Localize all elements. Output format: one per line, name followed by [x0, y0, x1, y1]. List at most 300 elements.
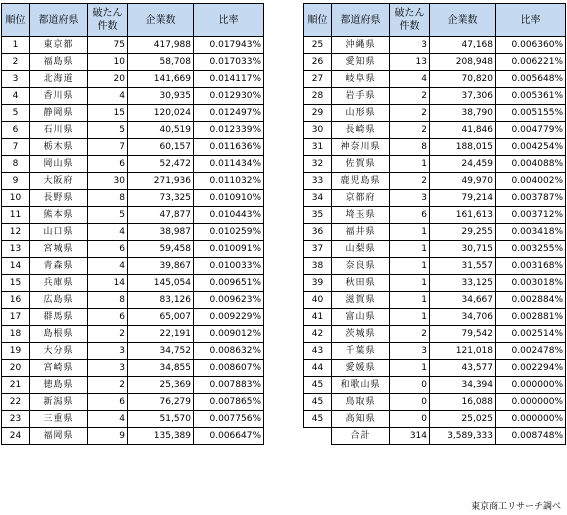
- table-row: [2, 241, 264, 258]
- total-label: 合計: [332, 428, 390, 445]
- total-ratio: 0.008748%: [496, 428, 566, 445]
- rank-cell: 24: [2, 428, 30, 445]
- rank-cell: 45: [304, 411, 332, 428]
- prefecture-cell: 宮崎県: [30, 360, 88, 377]
- prefecture-cell: 神奈川県: [332, 139, 390, 156]
- bankruptcy-count-cell: 2: [390, 88, 430, 105]
- table-row: [304, 190, 566, 207]
- table-row: [2, 411, 264, 428]
- rank-cell: 3: [2, 71, 30, 88]
- bankruptcy-count-cell: 8: [88, 190, 128, 207]
- bankruptcy-count-cell: 5: [88, 122, 128, 139]
- ratio-cell: 0.007756%: [194, 411, 264, 428]
- prefecture-cell: 埼玉県: [332, 207, 390, 224]
- rank-cell: 10: [2, 190, 30, 207]
- table-row: [304, 105, 566, 122]
- prefecture-cell: 福島県: [30, 54, 88, 71]
- bankruptcy-count-cell: 2: [88, 377, 128, 394]
- companies-cell: 24,459: [430, 156, 496, 173]
- ratio-cell: 0.008632%: [194, 343, 264, 360]
- ratio-cell: 0.012930%: [194, 88, 264, 105]
- ratio-cell: 0.009623%: [194, 292, 264, 309]
- companies-cell: 79,214: [430, 190, 496, 207]
- table-row: [2, 88, 264, 105]
- companies-cell: 52,472: [128, 156, 194, 173]
- companies-cell: 208,948: [430, 54, 496, 71]
- companies-cell: 145,054: [128, 275, 194, 292]
- companies-cell: 25,025: [430, 411, 496, 428]
- bankruptcy-count-cell: 4: [88, 258, 128, 275]
- table-row: [2, 394, 264, 411]
- prefecture-cell: 長崎県: [332, 122, 390, 139]
- prefecture-cell: 岡山県: [30, 156, 88, 173]
- companies-cell: 70,820: [430, 71, 496, 88]
- rank-cell: 44: [304, 360, 332, 377]
- rank-cell: 29: [304, 105, 332, 122]
- companies-cell: 16,088: [430, 394, 496, 411]
- total-companies: 3,589,333: [430, 428, 496, 445]
- bankruptcy-header-line1: 破たん: [394, 8, 425, 19]
- prefecture-cell: 鹿児島県: [332, 173, 390, 190]
- table-row: [304, 88, 566, 105]
- ratio-cell: 0.011434%: [194, 156, 264, 173]
- rank-cell: 34: [304, 190, 332, 207]
- ratio-cell: 0.004779%: [496, 122, 566, 139]
- table-row: [2, 343, 264, 360]
- prefecture-cell: 愛知県: [332, 54, 390, 71]
- table-row: [304, 275, 566, 292]
- prefecture-cell: 奈良県: [332, 258, 390, 275]
- bankruptcy-count-cell: 1: [390, 292, 430, 309]
- bankruptcy-count-cell: 0: [390, 394, 430, 411]
- ratio-cell: 0.010259%: [194, 224, 264, 241]
- bankruptcy-count-cell: 4: [88, 411, 128, 428]
- companies-cell: 47,168: [430, 37, 496, 54]
- companies-cell: 31,557: [430, 258, 496, 275]
- prefecture-cell: 秋田県: [332, 275, 390, 292]
- prefecture-header: 都道府県: [332, 4, 390, 37]
- table-body-right: [304, 37, 566, 428]
- source-note: 東京商工リサーチ調べ: [471, 502, 561, 512]
- companies-cell: 73,325: [128, 190, 194, 207]
- ratio-cell: 0.010443%: [194, 207, 264, 224]
- companies-cell: 33,125: [430, 275, 496, 292]
- table-row: [304, 224, 566, 241]
- prefecture-cell: 北海道: [30, 71, 88, 88]
- table-row: [304, 343, 566, 360]
- bankruptcy-header-line2: 件数: [399, 21, 420, 32]
- table-row: [2, 224, 264, 241]
- companies-cell: 34,752: [128, 343, 194, 360]
- bankruptcy-count-cell: 15: [88, 105, 128, 122]
- prefecture-cell: 島根県: [30, 326, 88, 343]
- rank-cell: 31: [304, 139, 332, 156]
- prefecture-cell: 群馬県: [30, 309, 88, 326]
- prefecture-cell: 福井県: [332, 224, 390, 241]
- table-row: [2, 275, 264, 292]
- companies-cell: 43,577: [430, 360, 496, 377]
- companies-cell: 30,715: [430, 241, 496, 258]
- companies-cell: 22,191: [128, 326, 194, 343]
- companies-cell: 58,708: [128, 54, 194, 71]
- companies-cell: 417,988: [128, 37, 194, 54]
- bankruptcy-count-cell: 3: [390, 343, 430, 360]
- ratio-cell: 0.002478%: [496, 343, 566, 360]
- rank-cell: 26: [304, 54, 332, 71]
- bankruptcy-count-cell: 4: [88, 88, 128, 105]
- prefecture-cell: 山梨県: [332, 241, 390, 258]
- rank-cell: 2: [2, 54, 30, 71]
- ratio-cell: 0.011032%: [194, 173, 264, 190]
- bankruptcy-count-cell: 1: [390, 275, 430, 292]
- prefecture-cell: 岐阜県: [332, 71, 390, 88]
- companies-cell: 30,935: [128, 88, 194, 105]
- bankruptcy-header-line2: 件数: [97, 21, 118, 32]
- prefecture-cell: 滋賀県: [332, 292, 390, 309]
- companies-cell: 121,018: [430, 343, 496, 360]
- prefecture-cell: 沖縄県: [332, 37, 390, 54]
- companies-cell: 135,389: [128, 428, 194, 445]
- prefecture-cell: 岩手県: [332, 88, 390, 105]
- ranking-table-left: [1, 3, 264, 445]
- ratio-cell: 0.004002%: [496, 173, 566, 190]
- rank-cell: 40: [304, 292, 332, 309]
- prefecture-cell: 山形県: [332, 105, 390, 122]
- companies-cell: 188,015: [430, 139, 496, 156]
- table-row: [304, 207, 566, 224]
- bankruptcy-count-cell: 6: [88, 309, 128, 326]
- companies-cell: 51,570: [128, 411, 194, 428]
- prefecture-header: 都道府県: [30, 4, 88, 37]
- rank-cell: 4: [2, 88, 30, 105]
- companies-cell: 141,669: [128, 71, 194, 88]
- prefecture-cell: 大分県: [30, 343, 88, 360]
- table-row: [304, 156, 566, 173]
- rank-cell: 25: [304, 37, 332, 54]
- companies-header: 企業数: [430, 4, 496, 37]
- ratio-cell: 0.005648%: [496, 71, 566, 88]
- ratio-cell: 0.006360%: [496, 37, 566, 54]
- table-header-row: [2, 4, 264, 37]
- rank-cell: 36: [304, 224, 332, 241]
- ratio-cell: 0.012339%: [194, 122, 264, 139]
- companies-cell: 38,790: [430, 105, 496, 122]
- companies-cell: 79,542: [430, 326, 496, 343]
- companies-cell: 41,846: [430, 122, 496, 139]
- prefecture-cell: 静岡県: [30, 105, 88, 122]
- bankruptcy-count-cell: 20: [88, 71, 128, 88]
- table-row: [304, 37, 566, 54]
- table-row: [2, 377, 264, 394]
- total-count: 314: [390, 428, 430, 445]
- rank-cell: 20: [2, 360, 30, 377]
- companies-cell: 34,706: [430, 309, 496, 326]
- rank-cell: 43: [304, 343, 332, 360]
- table-row: [304, 54, 566, 71]
- prefecture-cell: 和歌山県: [332, 377, 390, 394]
- rank-cell: 42: [304, 326, 332, 343]
- ratio-cell: 0.009012%: [194, 326, 264, 343]
- ratio-cell: 0.003787%: [496, 190, 566, 207]
- ratio-cell: 0.011636%: [194, 139, 264, 156]
- rank-cell: 13: [2, 241, 30, 258]
- companies-cell: 49,970: [430, 173, 496, 190]
- bankruptcy-count-cell: 4: [390, 71, 430, 88]
- rank-cell: 38: [304, 258, 332, 275]
- table-row: [2, 428, 264, 445]
- bankruptcy-count-cell: 13: [390, 54, 430, 71]
- prefecture-cell: 鳥取県: [332, 394, 390, 411]
- bankruptcy-count-cell: 2: [390, 105, 430, 122]
- rank-cell: 17: [2, 309, 30, 326]
- rank-cell: 16: [2, 292, 30, 309]
- ratio-cell: 0.002884%: [496, 292, 566, 309]
- total-blank-cell: [304, 428, 332, 445]
- ratio-cell: 0.004088%: [496, 156, 566, 173]
- rank-cell: 15: [2, 275, 30, 292]
- bankruptcy-count-cell: 6: [390, 207, 430, 224]
- companies-cell: 34,667: [430, 292, 496, 309]
- rank-cell: 8: [2, 156, 30, 173]
- table-row: [304, 377, 566, 394]
- companies-header: 企業数: [128, 4, 194, 37]
- rank-cell: 6: [2, 122, 30, 139]
- ranking-table-right: [303, 3, 566, 445]
- table-row: [2, 156, 264, 173]
- prefecture-cell: 大阪府: [30, 173, 88, 190]
- table-row: [2, 207, 264, 224]
- table-row: [2, 139, 264, 156]
- rank-cell: 18: [2, 326, 30, 343]
- bankruptcy-count-cell: 75: [88, 37, 128, 54]
- rank-cell: 7: [2, 139, 30, 156]
- ratio-cell: 0.003418%: [496, 224, 566, 241]
- ratio-cell: 0.000000%: [496, 377, 566, 394]
- bankruptcy-count-cell: 3: [390, 37, 430, 54]
- prefecture-cell: 徳島県: [30, 377, 88, 394]
- companies-cell: 38,987: [128, 224, 194, 241]
- ratio-cell: 0.012497%: [194, 105, 264, 122]
- bankruptcy-count-cell: 5: [88, 207, 128, 224]
- companies-cell: 40,519: [128, 122, 194, 139]
- rank-cell: 5: [2, 105, 30, 122]
- table-row: [304, 326, 566, 343]
- bankruptcy-header-line1: 破たん: [92, 8, 123, 19]
- prefecture-cell: 千葉県: [332, 343, 390, 360]
- companies-cell: 34,394: [430, 377, 496, 394]
- table-row: [304, 139, 566, 156]
- bankruptcy-count-cell: 6: [88, 156, 128, 173]
- prefecture-cell: 栃木県: [30, 139, 88, 156]
- rank-cell: 1: [2, 37, 30, 54]
- prefecture-cell: 佐賀県: [332, 156, 390, 173]
- prefecture-cell: 長野県: [30, 190, 88, 207]
- bankruptcy-count-cell: 1: [390, 309, 430, 326]
- table-row: [2, 173, 264, 190]
- ratio-cell: 0.008607%: [194, 360, 264, 377]
- table-row: [304, 258, 566, 275]
- ratio-cell: 0.017033%: [194, 54, 264, 71]
- table-row: [304, 411, 566, 428]
- ratio-cell: 0.009651%: [194, 275, 264, 292]
- bankruptcy-count-cell: 10: [88, 54, 128, 71]
- prefecture-cell: 東京都: [30, 37, 88, 54]
- rank-cell: 21: [2, 377, 30, 394]
- ratio-cell: 0.002294%: [496, 360, 566, 377]
- table-row: [2, 292, 264, 309]
- rank-header: 順位: [2, 4, 30, 37]
- ratio-cell: 0.007865%: [194, 394, 264, 411]
- bankruptcy-count-cell: 1: [390, 241, 430, 258]
- bankruptcy-count-cell: 14: [88, 275, 128, 292]
- table-row: [304, 71, 566, 88]
- rank-cell: 23: [2, 411, 30, 428]
- companies-cell: 37,306: [430, 88, 496, 105]
- prefecture-cell: 広島県: [30, 292, 88, 309]
- companies-cell: 83,126: [128, 292, 194, 309]
- companies-cell: 59,458: [128, 241, 194, 258]
- ratio-header: 比率: [194, 4, 264, 37]
- ratio-cell: 0.002514%: [496, 326, 566, 343]
- ratio-cell: 0.014117%: [194, 71, 264, 88]
- table-row: [304, 241, 566, 258]
- bankruptcy-count-cell: 6: [88, 241, 128, 258]
- prefecture-cell: 石川県: [30, 122, 88, 139]
- table-row: [2, 105, 264, 122]
- ratio-cell: 0.006221%: [496, 54, 566, 71]
- bankruptcy-count-cell: 4: [88, 224, 128, 241]
- companies-cell: 39,867: [128, 258, 194, 275]
- ratio-cell: 0.000000%: [496, 394, 566, 411]
- prefecture-cell: 京都府: [332, 190, 390, 207]
- ratio-cell: 0.005155%: [496, 105, 566, 122]
- prefecture-cell: 愛媛県: [332, 360, 390, 377]
- table-header-row: [304, 4, 566, 37]
- table-row: [2, 360, 264, 377]
- companies-cell: 65,007: [128, 309, 194, 326]
- companies-cell: 76,279: [128, 394, 194, 411]
- bankruptcy-count-header: [88, 4, 128, 37]
- ratio-cell: 0.003255%: [496, 241, 566, 258]
- ratio-cell: 0.003018%: [496, 275, 566, 292]
- bankruptcy-count-cell: 2: [390, 173, 430, 190]
- rank-cell: 33: [304, 173, 332, 190]
- bankruptcy-count-cell: 6: [88, 394, 128, 411]
- rank-cell: 28: [304, 88, 332, 105]
- prefecture-cell: 富山県: [332, 309, 390, 326]
- prefecture-cell: 三重県: [30, 411, 88, 428]
- bankruptcy-count-cell: 7: [88, 139, 128, 156]
- bankruptcy-count-cell: 3: [88, 343, 128, 360]
- bankruptcy-count-cell: 1: [390, 360, 430, 377]
- rank-cell: 27: [304, 71, 332, 88]
- prefecture-cell: 新潟県: [30, 394, 88, 411]
- ratio-cell: 0.004254%: [496, 139, 566, 156]
- rank-header: 順位: [304, 4, 332, 37]
- ratio-cell: 0.010091%: [194, 241, 264, 258]
- prefecture-cell: 宮城県: [30, 241, 88, 258]
- prefecture-cell: 熊本県: [30, 207, 88, 224]
- table-row: [2, 37, 264, 54]
- bankruptcy-count-header: [390, 4, 430, 37]
- table-row: [304, 292, 566, 309]
- prefecture-cell: 高知県: [332, 411, 390, 428]
- companies-cell: 120,024: [128, 105, 194, 122]
- rank-cell: 14: [2, 258, 30, 275]
- ratio-cell: 0.009229%: [194, 309, 264, 326]
- companies-cell: 34,855: [128, 360, 194, 377]
- rank-cell: 41: [304, 309, 332, 326]
- bankruptcy-count-cell: 8: [390, 139, 430, 156]
- ratio-cell: 0.010910%: [194, 190, 264, 207]
- table-row: [2, 71, 264, 88]
- bankruptcy-count-cell: 1: [390, 224, 430, 241]
- bankruptcy-count-cell: 1: [390, 156, 430, 173]
- ratio-cell: 0.003168%: [496, 258, 566, 275]
- bankruptcy-count-cell: 2: [390, 122, 430, 139]
- table-row: [304, 173, 566, 190]
- ratio-cell: 0.003712%: [496, 207, 566, 224]
- bankruptcy-count-cell: 9: [88, 428, 128, 445]
- table-row: [2, 258, 264, 275]
- bankruptcy-count-cell: 1: [390, 258, 430, 275]
- rank-cell: 9: [2, 173, 30, 190]
- bankruptcy-count-cell: 2: [390, 326, 430, 343]
- rank-cell: 32: [304, 156, 332, 173]
- ratio-cell: 0.000000%: [496, 411, 566, 428]
- ratio-cell: 0.006647%: [194, 428, 264, 445]
- ratio-cell: 0.010033%: [194, 258, 264, 275]
- companies-cell: 161,613: [430, 207, 496, 224]
- table-row: [2, 54, 264, 71]
- total-row: [304, 428, 566, 445]
- bankruptcy-count-cell: 30: [88, 173, 128, 190]
- rank-cell: 45: [304, 394, 332, 411]
- table-row: [2, 326, 264, 343]
- bankruptcy-count-cell: 0: [390, 411, 430, 428]
- companies-cell: 271,936: [128, 173, 194, 190]
- prefecture-cell: 福岡県: [30, 428, 88, 445]
- bankruptcy-count-cell: 0: [390, 377, 430, 394]
- table-row: [304, 360, 566, 377]
- rank-cell: 30: [304, 122, 332, 139]
- table-row: [304, 309, 566, 326]
- bankruptcy-count-cell: 8: [88, 292, 128, 309]
- rank-cell: 35: [304, 207, 332, 224]
- table-row: [304, 122, 566, 139]
- rank-cell: 12: [2, 224, 30, 241]
- table-row: [2, 122, 264, 139]
- companies-cell: 60,157: [128, 139, 194, 156]
- bankruptcy-count-cell: 3: [390, 190, 430, 207]
- bankruptcy-count-cell: 2: [88, 326, 128, 343]
- prefecture-cell: 茨城県: [332, 326, 390, 343]
- ratio-header: 比率: [496, 4, 566, 37]
- prefecture-cell: 山口県: [30, 224, 88, 241]
- ratio-cell: 0.007883%: [194, 377, 264, 394]
- table-row: [2, 190, 264, 207]
- companies-cell: 25,369: [128, 377, 194, 394]
- rank-cell: 45: [304, 377, 332, 394]
- companies-cell: 47,877: [128, 207, 194, 224]
- ratio-cell: 0.005361%: [496, 88, 566, 105]
- ratio-cell: 0.002881%: [496, 309, 566, 326]
- prefecture-cell: 兵庫県: [30, 275, 88, 292]
- rank-cell: 11: [2, 207, 30, 224]
- table-row: [304, 394, 566, 411]
- prefecture-cell: 香川県: [30, 88, 88, 105]
- prefecture-cell: 青森県: [30, 258, 88, 275]
